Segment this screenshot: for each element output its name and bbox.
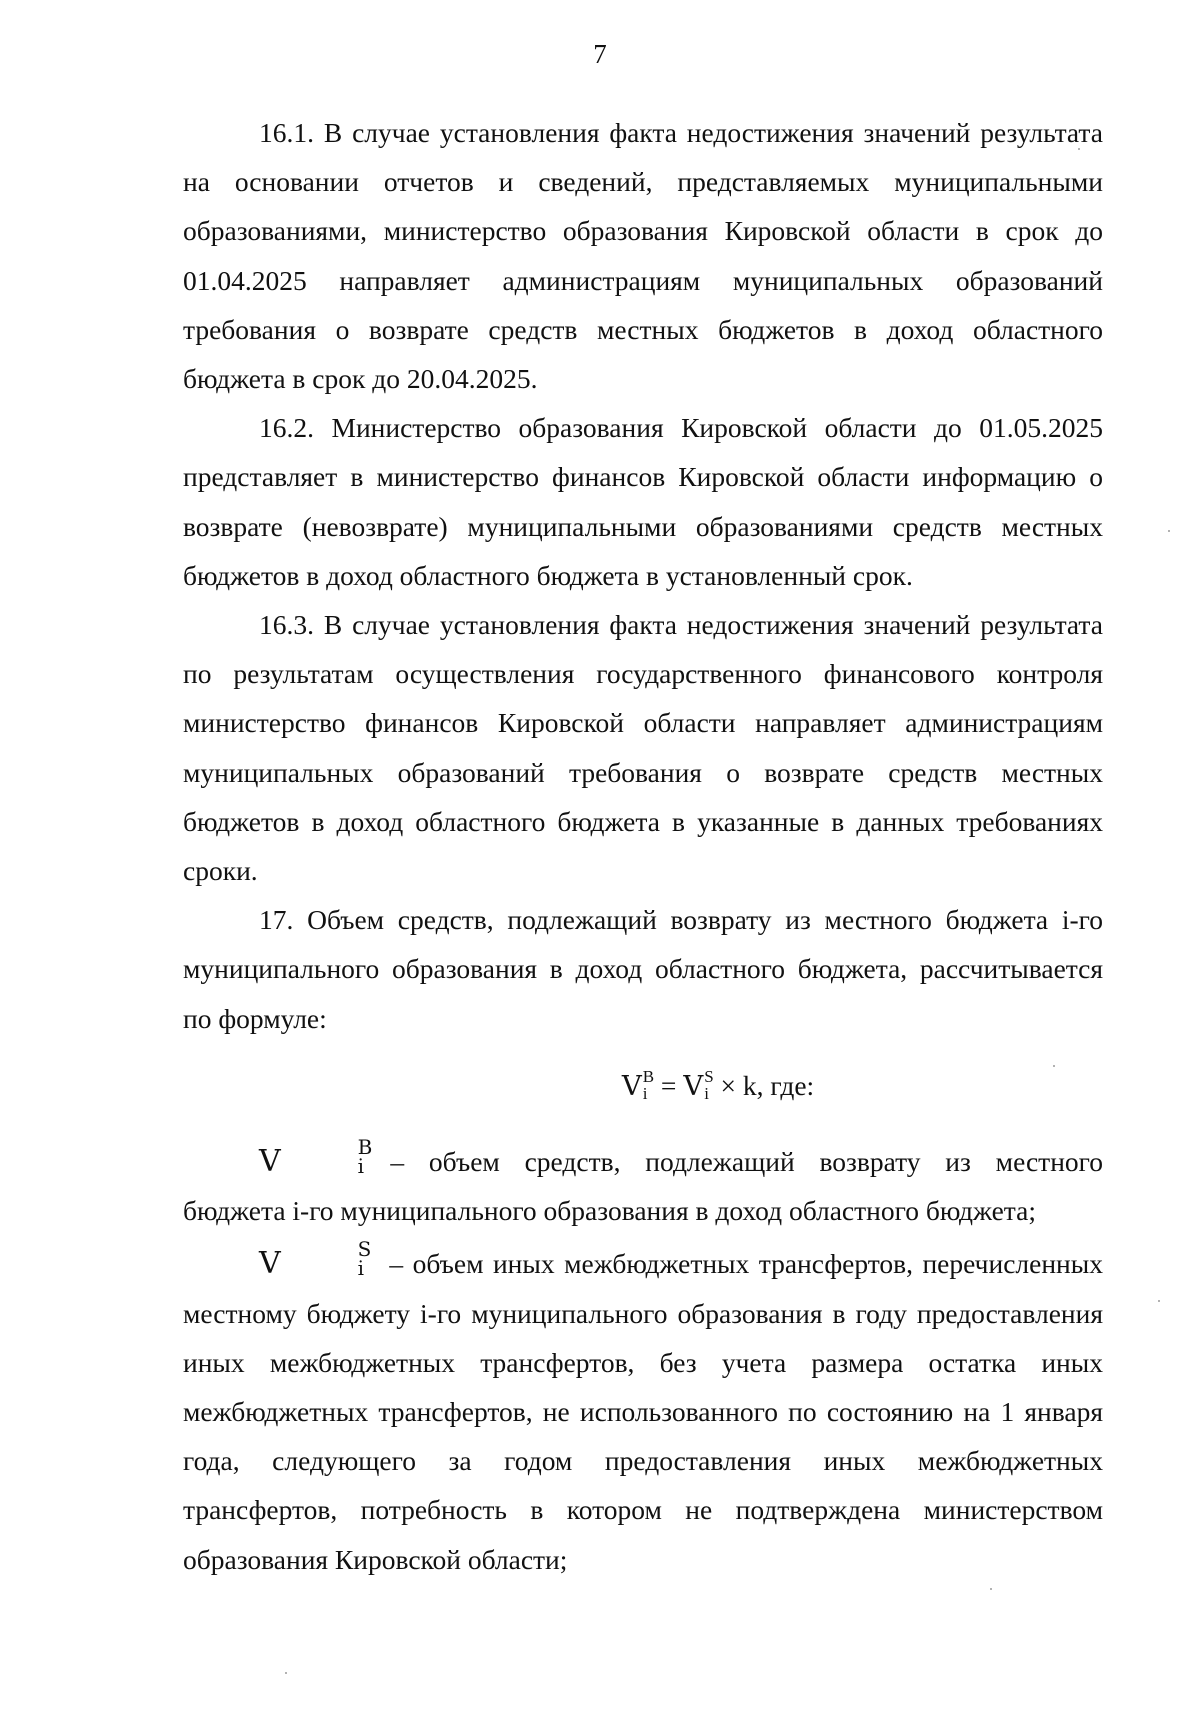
formula-suffix: где:: [770, 1069, 815, 1101]
definition-vb-text: объем средств, подлежащий возврату из местного бюджета i-го муниципального образования в доход областного бюджета;: [183, 1146, 1104, 1227]
scan-speck: [1053, 1065, 1055, 1067]
formula-rhs-indices: [704, 1068, 713, 1102]
paragraph-16-2: 16.2. Министерство образования Кировской области до 01.05.2025 представляет в министерство финансов Кировской области информацию о возврате (невозврате) муниципальными образованиями средств местных бюджетов в доход областного бюджета в установленный срок.: [183, 412, 1103, 591]
formula-lhs-symbol: V: [621, 1069, 642, 1102]
scan-speck: [990, 1588, 992, 1590]
paragraph-16-1: 16.1. В случае установления факта недостижения значений результата на основании отчетов и сведений, представляемых муниципальными образованиями, министерство образования Кировской области в срок до 01.04.2025 направляет администрациям муниципальных образований требования о возврате средств местных бюджетов в доход областного бюджета в срок до 20.04.2025.: [183, 117, 1103, 395]
formula-lhs-indices: [643, 1068, 654, 1102]
definition-vs-symbol: V S i: [259, 1237, 372, 1282]
formula-lhs-sup: B: [642, 1066, 655, 1086]
definition-vs-text: объем иных межбюджетных трансфертов, перечисленных местному бюджету i-го муниципального образования в году предоставления иных межбюджетных трансфертов, без учета размера остатка иных межбюджетных трансфертов, не использованного по состоянию на 1 января года, следующего за годом предоставления иных межбюджетных трансфертов, потребность в котором не подтверждена министерством образования Кировской области;: [183, 1248, 1104, 1575]
formula-lhs-sub: i: [642, 1083, 648, 1103]
definition-vb-dash: –: [390, 1146, 405, 1178]
scan-speck: [1158, 1300, 1160, 1302]
formula-rhs-sup: S: [704, 1066, 714, 1086]
paragraph-16-3: 16.3. В случае установления факта недостижения значений результата по результатам осуществления государственного финансового контроля министерство финансов Кировской области направляет администрациям муниципальных образований требования о возврате средств местных бюджетов в доход областного бюджета в указанные в данных требованиях сроки.: [183, 609, 1103, 887]
formula-rhs-symbol: V: [683, 1069, 704, 1102]
definition-vs-dash: –: [389, 1248, 404, 1280]
definition-vs: [183, 1239, 1103, 1583]
scan-speck: [1078, 148, 1080, 150]
formula-rhs-sub: i: [704, 1083, 709, 1103]
page-number: 7: [593, 39, 607, 69]
scan-speck: [285, 1672, 287, 1674]
formula-factor: k,: [742, 1069, 764, 1101]
definition-vb-symbol: V B i: [259, 1135, 373, 1180]
document-body: [183, 108, 1103, 1584]
paragraph-17: 17. Объем средств, подлежащий возврату из местного бюджета i-го муниципального образования в доход областного бюджета, рассчитывается по формуле:: [183, 904, 1103, 1034]
formula-times: ×: [720, 1069, 737, 1101]
formula: [183, 1061, 1103, 1111]
scan-speck: [1168, 530, 1170, 532]
formula-equals: =: [660, 1069, 677, 1101]
definition-vb: [183, 1137, 1103, 1235]
